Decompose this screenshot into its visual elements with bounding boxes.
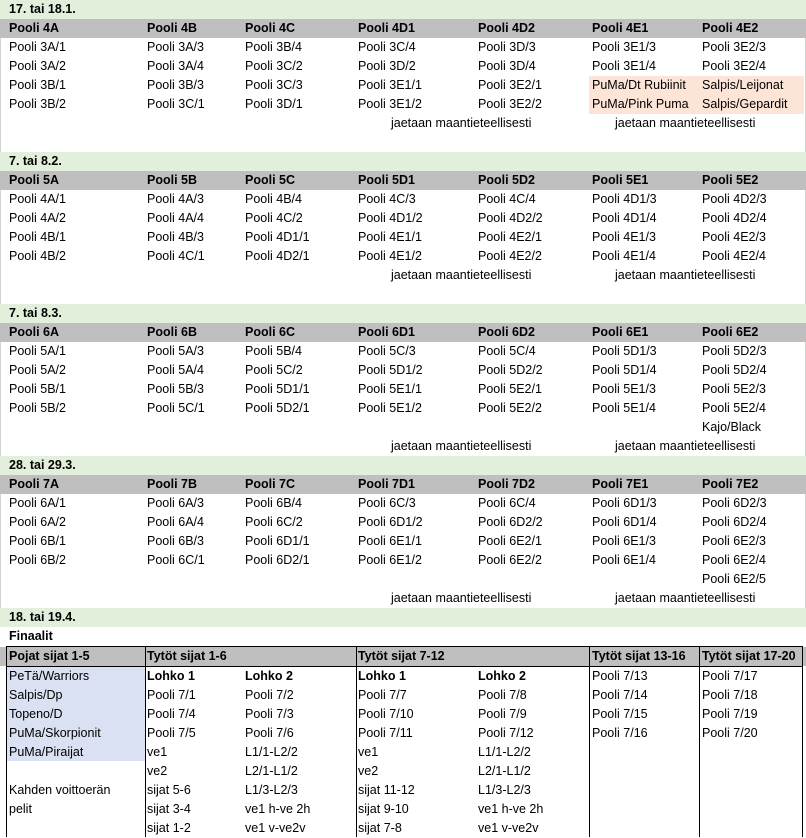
round-date: 17. tai 18.1. [9,2,76,16]
pool-header: Pooli 6E2 [702,325,759,339]
allocation-note: jaetaan maantieteellisesti [615,116,756,130]
girls-7-12-lohko1: Pooli 7/10 [358,707,414,721]
girls-17-20-entry: Pooli 7/20 [702,726,758,740]
pool-entry: Pooli 3E1/2 [358,97,422,111]
girls-7-12-lohko1: Pooli 7/11 [358,726,413,740]
pool-entry: Pooli 3A/2 [9,59,66,73]
finals-header-girls-13-16: Tytöt sijat 13-16 [592,649,686,663]
pool-entry: Pooli 6D2/1 [245,553,310,567]
round-date: 7. tai 8.2. [9,154,62,168]
team-entry: PuMa/Pink Puma [592,97,689,111]
lohko-label: Lohko 2 [245,669,293,683]
pool-entry: Pooli 3E1/4 [592,59,656,73]
girls-1-6-lohko1: sijat 3-4 [147,802,191,816]
round-date: 7. tai 8.3. [9,306,62,320]
pool-entry: Pooli 5D2/2 [478,363,543,377]
pool-header: Pooli 5D1 [358,173,415,187]
girls-7-12-lohko2: Pooli 7/9 [478,707,527,721]
finals-header-girls-7-12: Tytöt sijat 7-12 [358,649,445,663]
pool-entry: Pooli 4B/2 [9,249,66,263]
pool-entry: Pooli 3E2/4 [702,59,766,73]
girls-1-6-lohko1: sijat 1-2 [147,821,191,835]
allocation-note: jaetaan maantieteellisesti [615,591,756,605]
pool-header: Pooli 6D1 [358,325,415,339]
pool-entry: Pooli 6E1/3 [592,534,656,548]
pool-entry: Pooli 4B/4 [245,192,302,206]
finals-title: Finaalit [9,629,53,643]
girls-1-6-lohko1: sijat 5-6 [147,783,191,797]
pool-entry: Pooli 3B/3 [147,78,204,92]
finals-column-border [699,646,700,837]
pool-header: Pooli 6D2 [478,325,535,339]
girls-1-6-lohko1: ve2 [147,764,168,778]
pool-entry: Pooli 4A/1 [9,192,66,206]
boys-team: Topeno/D [9,707,63,721]
pool-entry: Pooli 6E2/4 [702,553,766,567]
pool-entry: Pooli 4D1/1 [245,230,310,244]
pool-entry: Pooli 3D/4 [478,59,536,73]
girls-1-6-lohko2: Pooli 7/6 [245,726,294,740]
allocation-note: jaetaan maantieteellisesti [615,268,756,282]
pool-entry: Pooli 5D1/1 [245,382,310,396]
pool-entry: Pooli 6C/2 [245,515,303,529]
pool-entry: Pooli 5A/3 [147,344,204,358]
pool-entry: Pooli 6B/3 [147,534,204,548]
allocation-note: jaetaan maantieteellisesti [615,439,756,453]
girls-7-12-lohko1: ve2 [358,764,379,778]
pool-entry: Pooli 3D/2 [358,59,416,73]
girls-7-12-lohko2: ve1 v-ve2v [478,821,539,835]
pool-entry: Pooli 5E1/2 [358,401,422,415]
pool-entry: Pooli 5E2/4 [702,401,766,415]
pool-entry: Pooli 5C/3 [358,344,416,358]
pool-entry: Pooli 5B/3 [147,382,204,396]
pool-entry: Pooli 5D2/1 [245,401,310,415]
girls-1-6-lohko2: ve1 h-ve 2h [245,802,311,816]
girls-13-16-entry: Pooli 7/16 [592,726,648,740]
pool-entry: Pooli 6E1/1 [358,534,422,548]
girls-7-12-lohko2: L1/3-L2/3 [478,783,531,797]
pool-entry: Pooli 5A/4 [147,363,204,377]
pool-entry: Pooli 4C/3 [358,192,416,206]
girls-1-6-lohko1: Pooli 7/4 [147,707,196,721]
pool-entry: Pooli 5E2/1 [478,382,542,396]
pool-entry: Pooli 4B/1 [9,230,66,244]
pool-entry: Pooli 6B/2 [9,553,66,567]
lohko-label: Lohko 1 [147,669,195,683]
pool-entry: Pooli 3D/3 [478,40,536,54]
pool-header: Pooli 4D2 [478,21,535,35]
pool-entry: Pooli 6C/3 [358,496,416,510]
pool-entry: Pooli 4A/3 [147,192,204,206]
pool-entry: Pooli 5C/2 [245,363,303,377]
extra-entry: Kajo/Black [702,420,762,434]
pool-header: Pooli 4E1 [592,21,649,35]
pool-entry: Pooli 4A/2 [9,211,66,225]
pool-entry: Pooli 3E2/3 [702,40,766,54]
pool-entry: Pooli 5B/2 [9,401,66,415]
pool-entry: Pooli 5E2/2 [478,401,542,415]
pool-header: Pooli 6E1 [592,325,649,339]
girls-7-12-lohko1: Pooli 7/7 [358,688,407,702]
pool-entry: Pooli 4D2/3 [702,192,767,206]
finals-date-band [0,608,806,627]
round-date-band [0,0,806,19]
pool-entry: Pooli 5B/4 [245,344,302,358]
pool-entry: Pooli 6E1/2 [358,553,422,567]
pool-entry: Pooli 6D1/3 [592,496,657,510]
pool-entry: Pooli 4D2/2 [478,211,543,225]
girls-7-12-lohko1: ve1 [358,745,379,759]
boys-team: PeTä/Warriors [9,669,90,683]
pool-header: Pooli 5B [147,173,198,187]
round-date-band [0,304,806,323]
pool-entry: Pooli 4D2/1 [245,249,310,263]
pool-entry: Pooli 3D/1 [245,97,303,111]
team-entry: Salpis/Gepardit [702,97,788,111]
pool-header: Pooli 4C [245,21,296,35]
pool-header: Pooli 4E2 [702,21,759,35]
pool-header: Pooli 7C [245,477,296,491]
pool-entry: Pooli 6B/4 [245,496,302,510]
pool-header: Pooli 6A [9,325,60,339]
girls-1-6-lohko1: Pooli 7/1 [147,688,196,702]
finals-table-top-border [6,646,803,647]
pool-entry: Pooli 4E2/2 [478,249,542,263]
pool-entry: Pooli 4D1/2 [358,211,423,225]
pool-header: Pooli 7E2 [702,477,759,491]
allocation-note: jaetaan maantieteellisesti [391,439,532,453]
round-date-band [0,152,806,171]
pool-entry: Pooli 3E2/2 [478,97,542,111]
girls-1-6-lohko2: L1/1-L2/2 [245,745,298,759]
allocation-note: jaetaan maantieteellisesti [391,268,532,282]
pool-entry: Pooli 4E1/4 [592,249,656,263]
finals-column-border [589,646,590,837]
pool-entry: Pooli 6E2/3 [702,534,766,548]
girls-7-12-lohko2: Pooli 7/12 [478,726,534,740]
pool-entry: Pooli 3E1/3 [592,40,656,54]
lohko-label: Lohko 2 [478,669,526,683]
boys-team: Salpis/Dp [9,688,63,702]
pool-entry: Pooli 4B/3 [147,230,204,244]
pool-header: Pooli 6C [245,325,296,339]
pool-entry: Pooli 4E2/1 [478,230,542,244]
pool-entry: Pooli 5C/4 [478,344,536,358]
girls-7-12-lohko2: L1/1-L2/2 [478,745,531,759]
girls-1-6-lohko1: Pooli 7/5 [147,726,196,740]
pool-entry: Pooli 5E1/1 [358,382,422,396]
pool-entry: Pooli 3B/2 [9,97,66,111]
pool-entry: Pooli 3C/2 [245,59,303,73]
boys-team: PuMa/Skorpionit [9,726,101,740]
pool-header: Pooli 7D2 [478,477,535,491]
girls-7-12-lohko2: L2/1-L1/2 [478,764,531,778]
pool-entry: Pooli 6D1/4 [592,515,657,529]
girls-7-12-lohko2: ve1 h-ve 2h [478,802,544,816]
girls-13-16-entry: Pooli 7/14 [592,688,648,702]
pool-entry: Pooli 3B/1 [9,78,66,92]
pool-entry: Pooli 4A/4 [147,211,204,225]
pool-entry: Pooli 5D1/4 [592,363,657,377]
pool-entry: Pooli 4E1/3 [592,230,656,244]
pool-entry: Pooli 4C/2 [245,211,303,225]
girls-7-12-lohko2: Pooli 7/8 [478,688,527,702]
pool-entry: Pooli 4E2/4 [702,249,766,263]
girls-1-6-lohko2: ve1 v-ve2v [245,821,306,835]
pool-entry: Pooli 6A/2 [9,515,66,529]
allocation-note: jaetaan maantieteellisesti [391,591,532,605]
pool-header: Pooli 4A [9,21,60,35]
allocation-note: jaetaan maantieteellisesti [391,116,532,130]
pool-header: Pooli 4B [147,21,198,35]
finals-column-border [802,646,803,837]
pool-entry: Pooli 6D2/4 [702,515,767,529]
pool-entry: Pooli 6B/1 [9,534,66,548]
finals-header-boys: Pojat sijat 1-5 [9,649,90,663]
pool-entry: Pooli 5E2/3 [702,382,766,396]
pool-entry: Pooli 4D2/4 [702,211,767,225]
pool-header: Pooli 5A [9,173,60,187]
pool-entry: Pooli 6D1/1 [245,534,310,548]
pool-entry: Pooli 4C/4 [478,192,536,206]
pool-header: Pooli 5D2 [478,173,535,187]
girls-17-20-entry: Pooli 7/19 [702,707,758,721]
pool-header: Pooli 5E2 [702,173,759,187]
pool-entry: Pooli 6A/1 [9,496,66,510]
pool-header: Pooli 5E1 [592,173,649,187]
pool-header: Pooli 7D1 [358,477,415,491]
pool-entry: Pooli 6C/1 [147,553,205,567]
pool-entry: Pooli 5E1/4 [592,401,656,415]
pool-entry: Pooli 5B/1 [9,382,66,396]
pool-entry: Pooli 5A/1 [9,344,66,358]
pool-entry: Pooli 5E1/3 [592,382,656,396]
finals-column-border [356,646,357,837]
pool-entry: Pooli 3A/1 [9,40,66,54]
pool-header: Pooli 7A [9,477,60,491]
pool-entry: Pooli 4E2/3 [702,230,766,244]
pool-header: Pooli 4D1 [358,21,415,35]
pool-entry: Pooli 6D2/3 [702,496,767,510]
boys-team: PuMa/Piraijat [9,745,84,759]
pool-entry: Pooli 5D1/3 [592,344,657,358]
girls-1-6-lohko2: L1/3-L2/3 [245,783,298,797]
pool-entry: Pooli 4E1/1 [358,230,422,244]
pool-entry: Pooli 5C/1 [147,401,205,415]
girls-1-6-lohko2: L2/1-L1/2 [245,764,298,778]
pool-entry: Pooli 4E1/2 [358,249,422,263]
girls-1-6-lohko2: Pooli 7/3 [245,707,294,721]
boys-note: Kahden voittoerän [9,783,111,797]
pool-entry: Pooli 3A/3 [147,40,204,54]
pool-entry: Pooli 4C/1 [147,249,205,263]
pool-entry: Pooli 6E2/2 [478,553,542,567]
pool-entry: Pooli 3C/4 [358,40,416,54]
girls-13-16-entry: Pooli 7/15 [592,707,648,721]
finals-header-bottom-border [6,666,803,667]
girls-1-6-lohko2: Pooli 7/2 [245,688,294,702]
pool-entry: Pooli 6A/3 [147,496,204,510]
finals-column-border [6,646,7,837]
pool-entry: Pooli 3B/4 [245,40,302,54]
girls-17-20-entry: Pooli 7/17 [702,669,758,683]
girls-7-12-lohko1: sijat 7-8 [358,821,402,835]
girls-13-16-entry: Pooli 7/13 [592,669,648,683]
pool-header: Pooli 6B [147,325,198,339]
finals-date: 18. tai 19.4. [9,610,76,624]
pool-entry: Pooli 6A/4 [147,515,204,529]
pool-entry: Pooli 3E1/1 [358,78,422,92]
pool-entry: Pooli 5D2/3 [702,344,767,358]
pool-header: Pooli 7B [147,477,198,491]
girls-1-6-lohko1: ve1 [147,745,168,759]
pool-entry: Pooli 6E2/1 [478,534,542,548]
round-date-band [0,456,806,475]
team-entry: PuMa/Dt Rubiinit [592,78,686,92]
pool-header: Pooli 7E1 [592,477,649,491]
pool-entry: Pooli 5D1/2 [358,363,423,377]
team-entry: Salpis/Leijonat [702,78,784,92]
pool-entry: Pooli 5A/2 [9,363,66,377]
pool-entry: Pooli 6D1/2 [358,515,423,529]
pool-entry: Pooli 3C/1 [147,97,205,111]
pool-entry: Pooli 5D2/4 [702,363,767,377]
pool-entry: Pooli 3A/4 [147,59,204,73]
extra-entry: Pooli 6E2/5 [702,572,766,586]
pool-entry: Pooli 6C/4 [478,496,536,510]
pool-entry: Pooli 6E1/4 [592,553,656,567]
pool-entry: Pooli 4D1/3 [592,192,657,206]
pool-entry: Pooli 3C/3 [245,78,303,92]
round-date: 28. tai 29.3. [9,458,76,472]
lohko-label: Lohko 1 [358,669,406,683]
pool-entry: Pooli 6D2/2 [478,515,543,529]
girls-17-20-entry: Pooli 7/18 [702,688,758,702]
pool-header: Pooli 5C [245,173,296,187]
girls-7-12-lohko1: sijat 9-10 [358,802,409,816]
pool-entry: Pooli 3E2/1 [478,78,542,92]
pool-entry: Pooli 4D1/4 [592,211,657,225]
finals-header-girls-1-6: Tytöt sijat 1-6 [147,649,227,663]
finals-column-border [145,646,146,837]
girls-7-12-lohko1: sijat 11-12 [358,783,415,797]
boys-note: pelit [9,802,32,816]
finals-header-girls-17-20: Tytöt sijat 17-20 [702,649,796,663]
